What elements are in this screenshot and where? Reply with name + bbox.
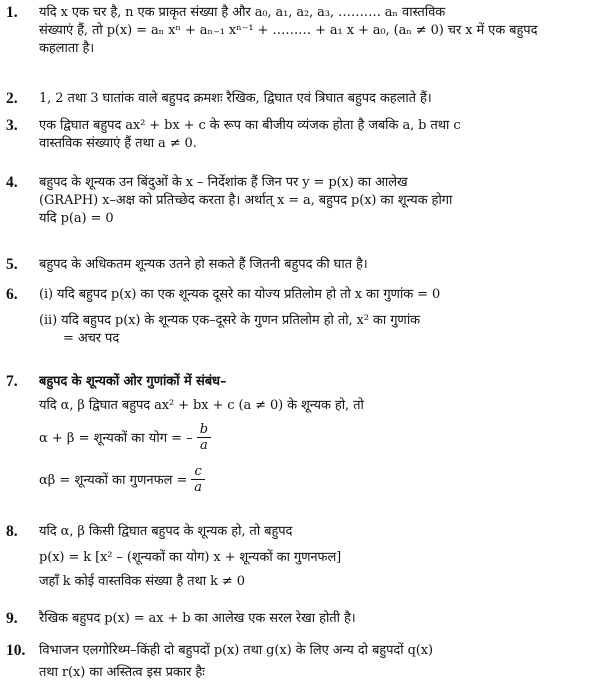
- fraction-denominator: a: [199, 437, 208, 453]
- item-line: = अचर पद: [63, 331, 120, 346]
- formula-lhs: α + β = शून्यकों का योग = –: [39, 431, 193, 446]
- item-line: (ii) यदि बहुपद p(x) के शून्यक एक–दूसरे के गुणन प्रतिलोम हो तो, x² का गुणांक: [39, 313, 420, 328]
- item-line: (GRAPH) x–अक्ष को प्रतिच्छेद करता है। अर्थात् x = a, बहुपद p(x) का शून्यक होगा: [39, 193, 453, 208]
- sum-of-zeros-formula: [39, 419, 591, 455]
- item-line: यदि p(a) = 0: [39, 211, 114, 226]
- item-number: 3.: [6, 117, 18, 134]
- item-line: (i) यदि बहुपद p(x) का एक शून्यक दूसरे का योज्य प्रतिलोम हो तो x का गुणांक = 0: [39, 287, 441, 302]
- item-line: यदि x एक चर है, n एक प्राकृत संख्या है और a₀, a₁, a₂, a₃, ………. aₙ वास्तविक: [39, 5, 446, 20]
- item-line: यदि α, β द्विघात बहुपद ax² + bx + c (a ≠ 0) के शून्यक हो, तो: [39, 398, 364, 413]
- item-line: वास्तविक संख्याएं हैं तथा a ≠ 0.: [39, 136, 197, 151]
- item-line: तथा r(x) का अस्तित्व इस प्रकार हैः: [39, 665, 205, 680]
- item-number: 10.: [6, 642, 26, 659]
- fraction: [191, 464, 204, 495]
- item-line: 1, 2 तथा 3 घातांक वाले बहुपद क्रमशः रैखिक, द्विघात एवं त्रिघात बहुपद कहलाते हैं।: [39, 91, 432, 106]
- item-number: 2.: [6, 90, 18, 107]
- fraction: [197, 422, 211, 453]
- item-line: विभाजन एलगोरिथ्म–किंही दो बहुपदों p(x) तथा g(x) के लिए अन्य दो बहुपदों q(x): [39, 643, 433, 658]
- item-number: 6.: [6, 286, 18, 303]
- item-line: बहुपद के अधिकतम शून्यक उतने हो सकते हैं जितनी बहुपद की घात है।: [39, 257, 368, 272]
- item-number: 9.: [6, 610, 18, 627]
- item-number: 5.: [6, 256, 18, 273]
- item-heading: बहुपद के शून्यकों ओर गुणांकों में संबंध–: [39, 374, 227, 389]
- item-number: 4.: [6, 174, 18, 191]
- item-number: 1.: [6, 4, 18, 21]
- item-line: रैखिक बहुपद p(x) = ax + b का आलेख एक सरल रेखा होती है।: [39, 611, 356, 626]
- item-number: 8.: [6, 523, 18, 540]
- item-line: संख्याएं हैं, तो p(x) = aₙ xⁿ + aₙ₋₁ xⁿ⁻¹ + ……… + a₁ x + a₀, (aₙ ≠ 0) चर x में एक बहुपद: [39, 23, 538, 38]
- fraction-denominator: a: [194, 479, 202, 495]
- item-line: एक द्विघात बहुपद ax² + bx + c के रूप का बीजीय व्यंजक होता है जबकि a, b तथा c: [39, 118, 461, 133]
- item-line: बहुपद के शून्यक उन बिंदुओं के x – निर्देशांक हैं जिन पर y = p(x) का आलेख: [39, 175, 408, 190]
- formula-lhs: αβ = शून्यकों का गुणनफल =: [39, 473, 188, 488]
- product-of-zeros-formula: [39, 461, 591, 497]
- item-line: यदि α, β किसी द्विघात बहुपद के शून्यक हो, तो बहुपद: [39, 524, 293, 539]
- item-line: जहाँ k कोई वास्तविक संख्या है तथा k ≠ 0: [39, 574, 245, 589]
- fraction-numerator: b: [197, 422, 211, 438]
- fraction-numerator: c: [191, 464, 204, 480]
- item-number: 7.: [6, 373, 18, 390]
- item-line: कहलाता है।: [39, 41, 95, 56]
- item-line: p(x) = k [x² – (शून्यकों का योग) x + शून्यकों का गुणनफल]: [39, 550, 342, 565]
